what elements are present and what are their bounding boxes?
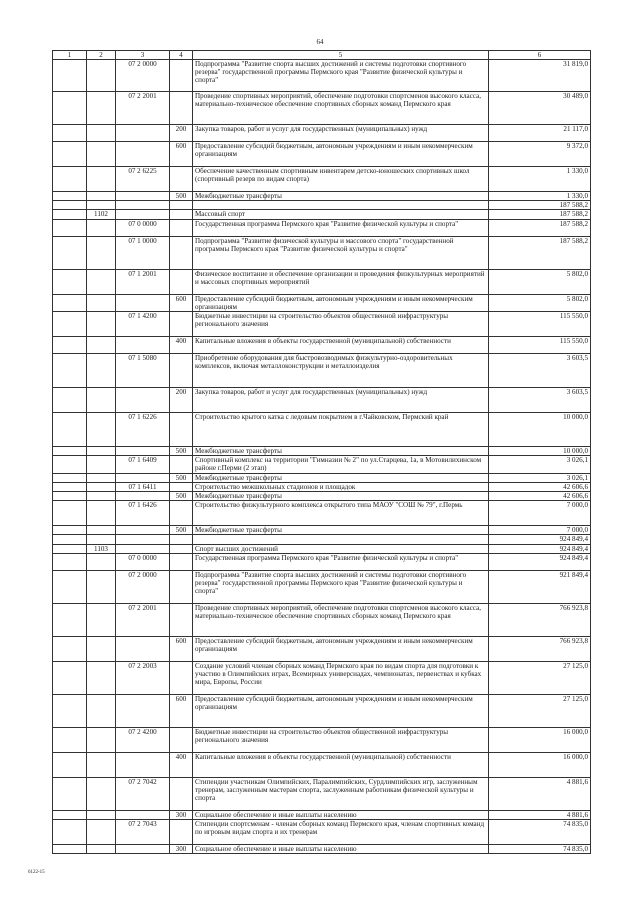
section-code	[87, 820, 116, 845]
expense-type-code: 600	[170, 636, 193, 661]
col-1-cell	[53, 236, 87, 269]
target-article-code	[116, 447, 170, 456]
col-1-cell	[53, 167, 87, 192]
col-1-cell	[53, 92, 87, 125]
table-row	[53, 413, 591, 447]
section-code	[87, 777, 116, 810]
target-article-code	[116, 473, 170, 482]
expense-type-code	[170, 727, 193, 752]
expense-type-code: 400	[170, 752, 193, 777]
col-1-cell	[53, 492, 87, 501]
item-description: Капитальные вложения в объекты государственной (муниципальной) собственности	[193, 752, 489, 777]
section-code	[87, 727, 116, 752]
item-description: Социальное обеспечение и иные выплаты населению	[193, 810, 489, 819]
col-1-cell	[53, 447, 87, 456]
table-row	[53, 337, 591, 354]
section-code	[87, 60, 116, 92]
target-article-code: 07 1 4200	[116, 312, 170, 337]
target-article-code	[116, 210, 170, 219]
section-code	[87, 810, 116, 819]
item-amount: 766 923,8	[489, 603, 591, 636]
section-code	[87, 694, 116, 727]
section-code	[87, 526, 116, 535]
target-article-code	[116, 201, 170, 210]
item-description: Подпрограмма "Развитие спорта высших достижений и системы подготовки спортивного резерва" государственной программы Пермского края "Развитие физической культуры и спорта"	[193, 570, 489, 603]
item-amount: 766 923,8	[489, 636, 591, 661]
table-row	[53, 269, 591, 294]
expense-type-code	[170, 482, 193, 491]
section-code	[87, 354, 116, 388]
table-row	[53, 312, 591, 337]
table-row	[53, 553, 591, 570]
item-amount: 31 819,0	[489, 60, 591, 92]
col-1-cell	[53, 192, 87, 201]
expense-type-code	[170, 312, 193, 337]
target-article-code	[116, 142, 170, 167]
item-amount: 187 588,2	[489, 201, 591, 210]
table-row	[53, 845, 591, 854]
item-description: Стипендии участникам Олимпийских, Паралимпийских, Сурдлимпийских игр, заслуженным тренерам, заслуженным мастерам спорта, заслуженным работникам физической культуры и спорта	[193, 777, 489, 810]
expense-type-code	[170, 661, 193, 694]
item-amount: 30 489,0	[489, 92, 591, 125]
item-amount: 924 849,4	[489, 535, 591, 544]
section-code	[87, 125, 116, 142]
expense-type-code	[170, 456, 193, 473]
item-description: Социальное обеспечение и иные выплаты населению	[193, 845, 489, 854]
target-article-code	[116, 492, 170, 501]
expense-type-code	[170, 354, 193, 388]
col-header-5: 5	[193, 51, 489, 60]
table-row	[53, 294, 591, 311]
target-article-code: 07 0 0000	[116, 553, 170, 570]
target-article-code	[116, 694, 170, 727]
expense-type-code	[170, 219, 193, 236]
expense-type-code	[170, 553, 193, 570]
section-code	[87, 388, 116, 413]
target-article-code	[116, 192, 170, 201]
section-code	[87, 636, 116, 661]
section-code	[87, 337, 116, 354]
item-description: Проведение спортивных мероприятий, обеспечение подготовки спортсменов высокого класса, материально-техническое обеспечение спортивных сборных команд Пермского края	[193, 603, 489, 636]
section-code	[87, 192, 116, 201]
section-code	[87, 482, 116, 491]
target-article-code: 07 1 0000	[116, 236, 170, 269]
table-row	[53, 354, 591, 388]
col-1-cell	[53, 845, 87, 854]
table-row	[53, 661, 591, 694]
col-1-cell	[53, 413, 87, 447]
item-amount: 10 000,0	[489, 447, 591, 456]
table-row	[53, 92, 591, 125]
section-code	[87, 661, 116, 694]
target-article-code: 07 0 0000	[116, 219, 170, 236]
page-number: 64	[316, 38, 324, 46]
col-1-cell	[53, 636, 87, 661]
item-amount: 115 550,0	[489, 337, 591, 354]
col-1-cell	[53, 269, 87, 294]
table-row	[53, 492, 591, 501]
budget-table	[52, 50, 591, 854]
table-row	[53, 60, 591, 92]
col-1-cell	[53, 294, 87, 311]
col-header-1: 1	[53, 51, 87, 60]
item-amount: 74 835,0	[489, 820, 591, 845]
expense-type-code	[170, 544, 193, 553]
item-amount: 74 835,0	[489, 845, 591, 854]
col-1-cell	[53, 201, 87, 210]
item-description: Обеспечение качественным спортивным инвентарем детско-юношеских спортивных школ (спортивный резерв по видам спорта)	[193, 167, 489, 192]
expense-type-code	[170, 236, 193, 269]
expense-type-code: 600	[170, 694, 193, 727]
col-1-cell	[53, 777, 87, 810]
col-1-cell	[53, 60, 87, 92]
target-article-code	[116, 125, 170, 142]
section-code: 1102	[87, 210, 116, 219]
item-description: Стипендии спортсменам - членам сборных команд Пермского края, членам спортивных команд по игровым видам спорта и их тренерам	[193, 820, 489, 845]
col-1-cell	[53, 125, 87, 142]
table-row	[53, 482, 591, 491]
col-1-cell	[53, 694, 87, 727]
item-description	[193, 535, 489, 544]
section-code	[87, 236, 116, 269]
col-1-cell	[53, 482, 87, 491]
section-code	[87, 201, 116, 210]
table-row	[53, 544, 591, 553]
target-article-code	[116, 752, 170, 777]
item-description: Предоставление субсидий бюджетным, автономным учреждениям и иным некоммерческим организациям	[193, 636, 489, 661]
target-article-code: 07 2 2001	[116, 603, 170, 636]
col-1-cell	[53, 727, 87, 752]
table-row	[53, 210, 591, 219]
item-description: Приобретение оборудования для быстровозводимых физкультурно-оздоровительных комплексов, включая металлоконструкции и металлоизделия	[193, 354, 489, 388]
item-description: Межбюджетные трансферты	[193, 526, 489, 535]
item-description: Межбюджетные трансферты	[193, 192, 489, 201]
col-header-2: 2	[87, 51, 116, 60]
section-code	[87, 603, 116, 636]
target-article-code	[116, 294, 170, 311]
section-code	[87, 167, 116, 192]
target-article-code: 07 2 7042	[116, 777, 170, 810]
section-code	[87, 447, 116, 456]
item-amount: 3 026,1	[489, 456, 591, 473]
col-1-cell	[53, 142, 87, 167]
item-amount: 3 603,5	[489, 354, 591, 388]
item-amount: 9 372,0	[489, 142, 591, 167]
col-1-cell	[53, 354, 87, 388]
col-header-4: 4	[170, 51, 193, 60]
section-code	[87, 570, 116, 603]
col-1-cell	[53, 535, 87, 544]
item-description: Капитальные вложения в объекты государственной (муниципальной) собственности	[193, 337, 489, 354]
section-code	[87, 473, 116, 482]
col-1-cell	[53, 810, 87, 819]
table-row	[53, 570, 591, 603]
item-description: Физическое воспитание и обеспечение организации и проведения физкультурных мероприятий и массовых спортивных мероприятий	[193, 269, 489, 294]
item-description: Создание условий членам сборных команд Пермского края по видам спорта для подготовки к участию в Олимпийских играх, Всемирных универсиадах, чемпионатах, первенствах и кубках мира, Европы, России	[193, 661, 489, 694]
target-article-code: 07 2 4200	[116, 727, 170, 752]
item-description: Спорт высших достижений	[193, 544, 489, 553]
table-row	[53, 501, 591, 526]
section-code: 1103	[87, 544, 116, 553]
target-article-code	[116, 337, 170, 354]
col-1-cell	[53, 219, 87, 236]
expense-type-code: 600	[170, 142, 193, 167]
target-article-code	[116, 388, 170, 413]
table-row	[53, 752, 591, 777]
expense-type-code	[170, 269, 193, 294]
item-description: Строительство крытого катка с ледовым покрытием в г.Чайковском, Пермский край	[193, 413, 489, 447]
col-1-cell	[53, 526, 87, 535]
section-code	[87, 501, 116, 526]
expense-type-code: 500	[170, 192, 193, 201]
target-article-code	[116, 544, 170, 553]
target-article-code	[116, 636, 170, 661]
item-amount: 187 588,2	[489, 210, 591, 219]
item-description: Государственная программа Пермского края "Развитие физической культуры и спорта"	[193, 219, 489, 236]
col-header-3: 3	[116, 51, 170, 60]
col-1-cell	[53, 570, 87, 603]
expense-type-code: 200	[170, 125, 193, 142]
table-row	[53, 142, 591, 167]
target-article-code: 07 2 6225	[116, 167, 170, 192]
item-description: Подпрограмма "Развитие спорта высших достижений и системы подготовки спортивного резерва" государственной программы Пермского края "Развитие физической культуры и спорта"	[193, 60, 489, 92]
target-article-code	[116, 810, 170, 819]
table-row	[53, 167, 591, 192]
target-article-code: 07 2 2001	[116, 92, 170, 125]
col-header-6: 6	[489, 51, 591, 60]
item-amount: 27 125,0	[489, 694, 591, 727]
section-code	[87, 219, 116, 236]
item-amount: 27 125,0	[489, 661, 591, 694]
col-1-cell	[53, 501, 87, 526]
item-description: Бюджетные инвестиции на строительство объектов общественной инфраструктуры регионального значения	[193, 727, 489, 752]
table-row	[53, 473, 591, 482]
table-row	[53, 192, 591, 201]
table-row	[53, 526, 591, 535]
table-row	[53, 694, 591, 727]
section-code	[87, 845, 116, 854]
expense-type-code	[170, 60, 193, 92]
expense-type-code	[170, 820, 193, 845]
table-row	[53, 201, 591, 210]
item-amount: 924 849,4	[489, 553, 591, 570]
expense-type-code	[170, 210, 193, 219]
item-description: Предоставление субсидий бюджетным, автономным учреждениям и иным некоммерческим организациям	[193, 694, 489, 727]
item-description: Межбюджетные трансферты	[193, 492, 489, 501]
section-code	[87, 294, 116, 311]
expense-type-code	[170, 777, 193, 810]
target-article-code: 07 1 6411	[116, 482, 170, 491]
table-row	[53, 236, 591, 269]
item-description: Предоставление субсидий бюджетным, автономным учреждениям и иным некоммерческим организациям	[193, 294, 489, 311]
col-1-cell	[53, 337, 87, 354]
item-description: Государственная программа Пермского края "Развитие физической культуры и спорта"	[193, 553, 489, 570]
item-amount: 921 849,4	[489, 570, 591, 603]
expense-type-code	[170, 92, 193, 125]
target-article-code: 07 1 2001	[116, 269, 170, 294]
col-1-cell	[53, 210, 87, 219]
expense-type-code: 500	[170, 492, 193, 501]
table-row	[53, 535, 591, 544]
section-code	[87, 269, 116, 294]
expense-type-code	[170, 413, 193, 447]
section-code	[87, 413, 116, 447]
target-article-code: 07 1 5080	[116, 354, 170, 388]
expense-type-code: 600	[170, 294, 193, 311]
item-description: Проведение спортивных мероприятий, обеспечение подготовки спортсменов высокого класса, материально-техническое обеспечение спортивных сборных команд Пермского края	[193, 92, 489, 125]
col-1-cell	[53, 752, 87, 777]
item-amount: 115 550,0	[489, 312, 591, 337]
item-amount: 42 606,6	[489, 492, 591, 501]
expense-type-code	[170, 570, 193, 603]
table-row	[53, 636, 591, 661]
item-description: Предоставление субсидий бюджетным, автономным учреждениям и иным некоммерческим организациям	[193, 142, 489, 167]
col-1-cell	[53, 456, 87, 473]
item-description: Массовый спорт	[193, 210, 489, 219]
table-row	[53, 447, 591, 456]
section-code	[87, 553, 116, 570]
item-amount: 1 330,0	[489, 167, 591, 192]
item-amount: 1 330,0	[489, 192, 591, 201]
target-article-code: 07 1 6409	[116, 456, 170, 473]
expense-type-code: 300	[170, 845, 193, 854]
expense-type-code	[170, 501, 193, 526]
table-row	[53, 727, 591, 752]
target-article-code: 07 2 2003	[116, 661, 170, 694]
item-description: Подпрограмма "Развитие физической культуры и массового спорта" государственной программы Пермского края "Развитие физической культуры и спорта"	[193, 236, 489, 269]
item-amount: 3 026,1	[489, 473, 591, 482]
item-description: Бюджетные инвестиции на строительство объектов общественной инфраструктуры регионального значения	[193, 312, 489, 337]
expense-type-code	[170, 535, 193, 544]
target-article-code: 07 1 6426	[116, 501, 170, 526]
item-description	[193, 201, 489, 210]
target-article-code: 07 1 6226	[116, 413, 170, 447]
table-row	[53, 125, 591, 142]
target-article-code	[116, 845, 170, 854]
col-1-cell	[53, 544, 87, 553]
item-amount: 5 802,0	[489, 294, 591, 311]
item-amount: 16 000,0	[489, 752, 591, 777]
item-amount: 21 117,0	[489, 125, 591, 142]
item-amount: 5 802,0	[489, 269, 591, 294]
col-1-cell	[53, 312, 87, 337]
section-code	[87, 142, 116, 167]
target-article-code: 07 2 0000	[116, 60, 170, 92]
item-amount: 187 588,2	[489, 236, 591, 269]
footer-code: 6122-15	[28, 870, 45, 875]
expense-type-code	[170, 167, 193, 192]
item-amount: 16 000,0	[489, 727, 591, 752]
table-row	[53, 810, 591, 819]
expense-type-code: 500	[170, 473, 193, 482]
target-article-code: 07 2 7043	[116, 820, 170, 845]
target-article-code: 07 2 0000	[116, 570, 170, 603]
table-row	[53, 820, 591, 845]
item-description: Межбюджетные трансферты	[193, 473, 489, 482]
expense-type-code	[170, 603, 193, 636]
item-amount: 42 606,6	[489, 482, 591, 491]
col-1-cell	[53, 661, 87, 694]
col-1-cell	[53, 473, 87, 482]
item-description: Спортивный комплекс на территории "Гимназии № 2" по ул.Старцева, 1а, в Мотовилихинском районе г.Перми (2 этап)	[193, 456, 489, 473]
col-1-cell	[53, 553, 87, 570]
table-row	[53, 603, 591, 636]
expense-type-code: 300	[170, 810, 193, 819]
item-description: Межбюджетные трансферты	[193, 447, 489, 456]
table-row	[53, 456, 591, 473]
col-1-cell	[53, 388, 87, 413]
table-row	[53, 777, 591, 810]
section-code	[87, 535, 116, 544]
item-amount: 10 000,0	[489, 413, 591, 447]
col-1-cell	[53, 820, 87, 845]
item-amount: 4 881,6	[489, 777, 591, 810]
section-code	[87, 312, 116, 337]
item-amount: 924 849,4	[489, 544, 591, 553]
expense-type-code: 500	[170, 526, 193, 535]
target-article-code	[116, 526, 170, 535]
item-amount: 7 000,0	[489, 526, 591, 535]
item-description: Строительство физкультурного комплекса открытого типа МАОУ "СОШ № 79", г.Пермь	[193, 501, 489, 526]
col-1-cell	[53, 603, 87, 636]
item-amount: 187 588,2	[489, 219, 591, 236]
item-amount: 4 881,6	[489, 810, 591, 819]
section-code	[87, 92, 116, 125]
header-row	[53, 51, 591, 60]
table-row	[53, 219, 591, 236]
target-article-code	[116, 535, 170, 544]
item-amount: 7 000,0	[489, 501, 591, 526]
section-code	[87, 752, 116, 777]
table-row	[53, 388, 591, 413]
section-code	[87, 492, 116, 501]
expense-type-code	[170, 201, 193, 210]
section-code	[87, 456, 116, 473]
expense-type-code: 500	[170, 447, 193, 456]
item-description: Строительство межшкольных стадионов и площадок	[193, 482, 489, 491]
item-description: Закупка товаров, работ и услуг для государственных (муниципальных) нужд	[193, 125, 489, 142]
item-amount: 3 603,5	[489, 388, 591, 413]
expense-type-code: 200	[170, 388, 193, 413]
expense-type-code: 400	[170, 337, 193, 354]
item-description: Закупка товаров, работ и услуг для государственных (муниципальных) нужд	[193, 388, 489, 413]
